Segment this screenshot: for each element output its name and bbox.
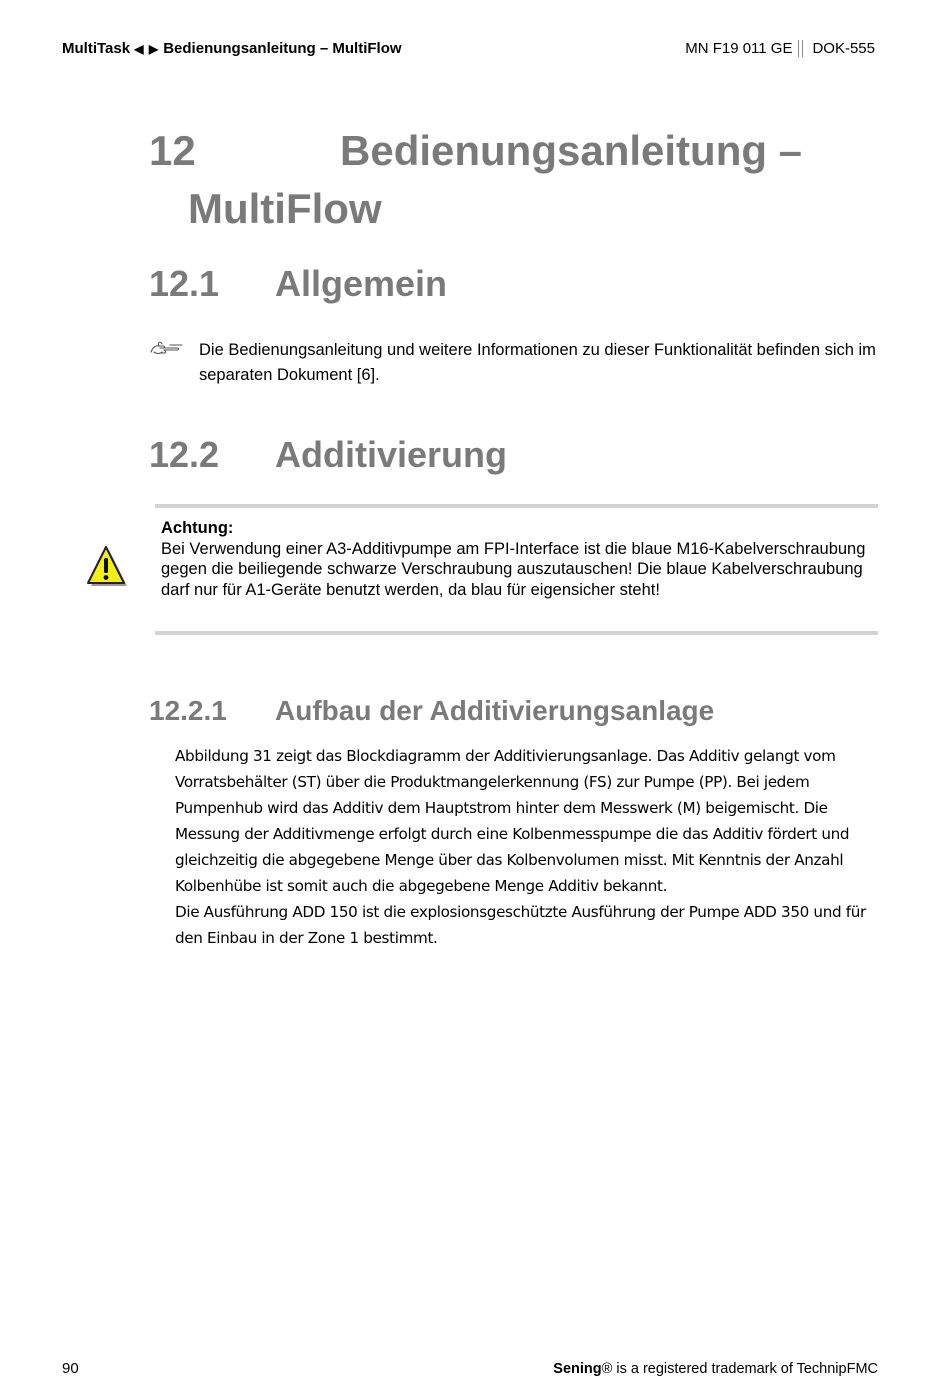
header-chapter: Bedienungsanleitung – MultiFlow <box>163 40 402 57</box>
page-number: 90 <box>62 1360 79 1377</box>
subsection-title: Aufbau der Additivierungsanlage <box>275 695 715 726</box>
warning-triangle-icon <box>86 545 128 594</box>
header-arrows-icon: ◀ ▶ <box>134 42 160 56</box>
header-divider <box>798 40 803 57</box>
header-product: MultiTask <box>62 40 131 57</box>
header-doc-id: DOK-555 <box>812 40 875 57</box>
warning-bottom-rule <box>155 631 878 635</box>
brand-name: Sening <box>553 1361 602 1377</box>
chapter-title-line1: Bedienungsanleitung – <box>340 127 803 174</box>
warning-title: Achtung: <box>161 519 234 537</box>
paragraph: Die Ausführung ADD 150 ist die explosionsgeschützte Ausführung der Pumpe ADD 350 und für den Einbau in der Zone 1 bestimmt. <box>175 903 866 947</box>
paragraph: Abbildung 31 zeigt das Blockdiagramm der Additivierungsanlage. Das Additiv gelangt vom Vorratsbehälter (ST) über die Produktmangelerkennung (FS) zur Pumpe (PP). Bei jedem Pumpenhub wird das Additiv dem Hauptstrom hinter dem Messwerk (M) beigemischt. Die Messung der Additivmenge erfolgt durch eine Kolbenmesspumpe die das Additiv fördert und gleichzeitig die abgegebene Menge über das Kolbenvolumen misst. Mit Kenntnis der Anzahl Kolbenhübe ist somit auch die abgegebene Menge Additiv bekannt. <box>175 747 850 895</box>
note-text: Die Bedienungsanleitung und weitere Informationen zu dieser Funktionalität befinden sich im separaten Dokument [6]. <box>199 341 876 384</box>
body-text <box>175 743 875 951</box>
trademark-text: ® is a registered trademark of TechnipFMC <box>601 1361 878 1377</box>
chapter-title-line2: MultiFlow <box>188 185 382 232</box>
warning-top-rule <box>155 504 878 508</box>
subsection-number: 12.2.1 <box>149 695 227 726</box>
chapter-number: 12 <box>149 127 196 174</box>
pointing-hand-icon <box>150 340 184 363</box>
section-title: Allgemein <box>275 263 448 304</box>
warning-message <box>161 518 876 600</box>
section-number: 12.2 <box>149 434 220 475</box>
warning-body: Bei Verwendung einer A3-Additivpumpe am FPI-Interface ist die blaue M16-Kabelverschraubung gegen die beiliegende schwarze Verschraubung auszutauschen! Die blaue Kabelverschraubung darf nur für A1-Geräte benutzt werden, da blau für eigensicher steht! <box>161 539 866 599</box>
trademark-notice <box>553 1361 878 1377</box>
section-number: 12.1 <box>149 263 220 304</box>
running-header-title <box>62 40 402 57</box>
header-doc-number: MN F19 011 GE <box>685 40 793 57</box>
section-title: Additivierung <box>275 434 507 475</box>
running-header-doc <box>685 40 875 57</box>
